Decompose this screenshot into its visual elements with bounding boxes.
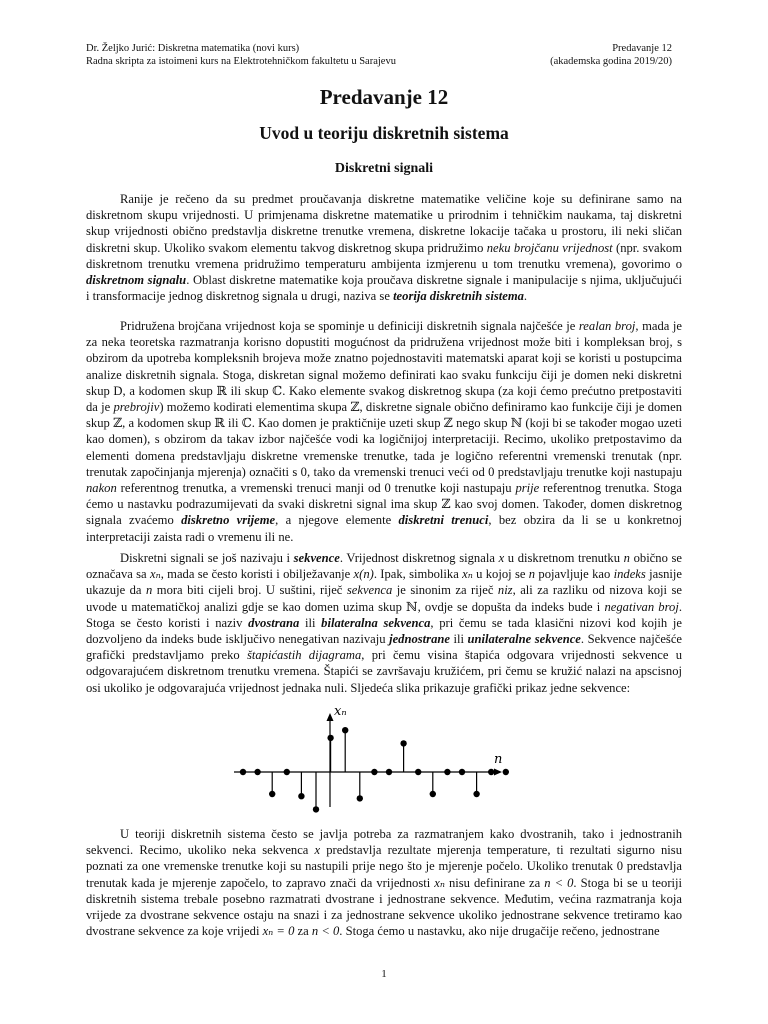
text-run: , ali za razliku od nizova koji se uvode u matematičkoj analizi gdje se kao domen uzima skup ℕ, ovdje se dopušta da indeks bude i bbox=[86, 583, 683, 614]
text-run: ili bbox=[449, 632, 468, 647]
text-run: jednostrane bbox=[389, 632, 450, 647]
text-run: diskretnom signalu bbox=[86, 273, 187, 288]
text-run: dvostrana bbox=[248, 615, 300, 630]
text-run: u diskretnom trenutku bbox=[504, 551, 624, 565]
text-run: n bbox=[528, 567, 536, 582]
text-run: Diskretni signali se još nazivaju i bbox=[120, 551, 294, 565]
text-run: , bez obzira da li se u konkretnoj interpretaciji zaista radi o vremenu ili ne. bbox=[86, 513, 682, 544]
text-run: sekvence bbox=[293, 551, 340, 565]
text-run: , a njegove elemente bbox=[275, 513, 399, 528]
text-run: Ranije je rečeno da su predmet proučavanja diskretne matematike veličine koje su definirane samo na diskretnom skupu vrijednosti. U primjenama diskretne matematike u prirodnim i tehničkim naukama, taj diskretni skup vrijednosti obično predstavlja diskretne trenutke vremena, diskretne lokacije tačaka u prostoru, ili neki sličan diskretni skup. Ukoliko svakom elementu takvog diskretnog skupa pridružimo bbox=[86, 192, 682, 255]
text-run: (npr. svakom diskretnom trenutku vremena pridružimo temperaturu ambijenta izmjerenu u tom trenutku vremena), govorimo o bbox=[86, 240, 682, 271]
text-run: referentnog trenutka, a vremenski trenuci manji od 0 trenutke koji nastupaju bbox=[116, 481, 516, 496]
paragraph-2 bbox=[86, 318, 682, 545]
stem-point bbox=[459, 769, 465, 775]
text-run: , mada se često koristi i obilježavanje bbox=[160, 567, 354, 582]
stem-point bbox=[269, 791, 275, 797]
text-run: xₙ bbox=[434, 875, 445, 890]
text-run: unilateralne sekvence bbox=[467, 632, 581, 647]
text-run: x bbox=[498, 551, 505, 565]
text-run: . bbox=[523, 289, 528, 304]
text-run: xₙ bbox=[149, 567, 161, 582]
text-run: prije bbox=[515, 481, 540, 496]
text-run: x(n) bbox=[353, 567, 374, 582]
text-run: referentnog trenutka. Stoga ćemo u nastavku podrazumijevati da svaki diskretni signal ima skup ℤ kao svoj domen. Također, domen diskretnog signala zvaćemo bbox=[86, 481, 682, 528]
stem-point bbox=[430, 791, 436, 797]
text-run: , pri čemu se tada klasični nizovi kod kojih je dozvoljeno da indeks bude isključivo nenegativan nazivaju bbox=[86, 615, 683, 647]
text-run: prebrojiv bbox=[113, 400, 160, 415]
text-run: diskretno vrijeme bbox=[181, 513, 276, 528]
text-run: sekvenca bbox=[346, 583, 393, 598]
text-run: Pridružena brojčana vrijednost koja se spominje u definiciji diskretnih signala najčešće je bbox=[120, 319, 579, 333]
text-run: štapićastih dijagrama bbox=[246, 648, 362, 663]
text-run: je sinonim za riječ bbox=[392, 583, 498, 598]
page-header-right bbox=[550, 42, 672, 68]
text-run: jasnije ukazuje da bbox=[86, 567, 682, 598]
text-run: mora biti cijeli broj. U suštini, riječ bbox=[152, 583, 347, 598]
stem-point bbox=[386, 769, 392, 775]
stem-point bbox=[415, 769, 421, 775]
text-run: neku brojčanu vrijednost bbox=[486, 240, 613, 255]
text-run: . Stoga bi se u teoriji diskretnih sistema trebale posebno razmatrati dvostrane i jednostrane sekvence. Međutim, većina razmatranja koja vrijede za dvostrane sekvence ostaju na snazi i za jednostrane sekvence ukoliko jednostrane sekvence tretiramo kao dvostrane sekvence za koje vrijedi bbox=[86, 875, 683, 939]
text-run: n < 0 bbox=[311, 924, 340, 939]
header-script-note: Radna skripta za istoimeni kurs na Elektrotehničkom fakultetu u Sarajevu bbox=[86, 56, 396, 67]
y-axis-label: xₙ bbox=[334, 704, 347, 719]
stem-point bbox=[240, 769, 246, 775]
lecture-title: Predavanje 12 bbox=[319, 85, 449, 109]
stem-marks bbox=[240, 727, 509, 813]
stem-point bbox=[254, 769, 260, 775]
stem-point bbox=[357, 795, 363, 801]
text-run: U teoriji diskretnih sistema često se javlja potreba za razmatranjem kako dvostranih, tako i jednostranih sekvenci. Recimo, ukoliko neka sekvenca bbox=[86, 827, 682, 858]
y-axis-arrow bbox=[327, 713, 334, 721]
text-run: , mada je za neka teoretska razmatranja korisno dopustiti mogućnost da pridružena vrijednost može biti i kompleksan broj, s obzirom da upotreba kompleksnih brojeva može znatno pojednostaviti matematski aparat koji se koristi u postupcima analize diskretnih signala. Stoga, diskretan signal možemo definirati kao svaku funkciju čiji je domen neki diskretni skup D, a kodomen skup ℝ ili skup ℂ. Kako elemente svakog diskretnog skupa (za koji ćemo prećutno pretpostaviti da je bbox=[86, 319, 683, 415]
paragraph-3 bbox=[86, 550, 682, 696]
stem-point bbox=[284, 769, 290, 775]
text-run: u kojoj se bbox=[472, 567, 529, 582]
stem-plot bbox=[226, 701, 516, 819]
stem-point bbox=[313, 806, 319, 812]
section-title: Diskretni signali bbox=[334, 161, 434, 176]
text-run: predstavlja rezultate mjerenja temperature, ti rezultati sigurno nisu poznati za one vremenske trenutke koji su nastupili prije nego što je mjerenje počelo. Ukoliko trenutak 0 predstavlja trenutak kada je mjerenje započelo, to zapravo znači da vrijednosti bbox=[86, 843, 682, 890]
page-header-left bbox=[86, 42, 396, 68]
text-run: xₙ bbox=[462, 567, 473, 582]
text-run: n < 0 bbox=[544, 875, 574, 890]
stem-point bbox=[342, 727, 348, 733]
text-run: . Ipak, simbolika bbox=[373, 567, 463, 582]
header-lecture-number: Predavanje 12 bbox=[612, 43, 672, 54]
x-axis-label: n bbox=[494, 752, 503, 767]
stem-point bbox=[371, 769, 377, 775]
stem-point bbox=[444, 769, 450, 775]
text-run: x bbox=[314, 843, 321, 858]
stem-point bbox=[503, 769, 509, 775]
text-run: n bbox=[146, 583, 153, 598]
chapter-title: Uvod u teoriju diskretnih sistema bbox=[259, 123, 509, 143]
text-run: teorija diskretnih sistema bbox=[393, 289, 524, 304]
stem-point bbox=[400, 740, 406, 746]
text-run: ili bbox=[299, 615, 322, 630]
stem-point bbox=[473, 791, 479, 797]
text-run: obično se označava sa bbox=[86, 551, 683, 582]
x-axis-arrow bbox=[494, 769, 502, 776]
stem-plot-figure bbox=[226, 701, 516, 824]
text-run: xₙ = 0 bbox=[262, 924, 295, 939]
header-academic-year: (akademska godina 2019/20) bbox=[550, 56, 672, 67]
text-run: realan broj bbox=[578, 319, 636, 333]
text-run: niz bbox=[497, 583, 513, 598]
text-run: . Oblast diskretne matematike koja proučava diskretne signale i manipulacije s njima, uključujući i transformacije jednog diskretnog signala u drugi, naziva se bbox=[86, 273, 682, 304]
text-run: pojavljuje kao bbox=[535, 567, 614, 582]
text-run: ) možemo kodirati elementima skupa ℤ, diskretne signale obično definiramo kao funkcije čiji je domen skup ℤ, a kodomen skup ℝ ili ℂ. Kao domen je praktičnije uzeti skup ℤ nego skup ℕ (koji bi se također mogao uzeti kao domen), s obzirom da takav izbor najčešće vodi ka logičnijoj interpretaciji. Recimo, ukoliko pretpostavimo da elementi domena predstavljaju diskretne vremenske trenutke, tada je logično referentni vremenski trenutak (npr. trenutak započinjanja mjerenja) označiti s 0, tako da vremenski trenuci veći od 0 predstavljaju trenutke koji nastupaju bbox=[86, 400, 682, 479]
text-run: . Stoga ćemo u nastavku, ako nije drugačije rečeno, jednostrane bbox=[339, 924, 660, 939]
stem-point bbox=[488, 769, 494, 775]
paragraph-4 bbox=[86, 826, 682, 939]
text-run: indeks bbox=[613, 567, 646, 582]
text-run: bilateralna sekvenca bbox=[321, 615, 431, 630]
header-author-course: Dr. Željko Jurić: Diskretna matematika (novi kurs) bbox=[86, 43, 300, 54]
page-number: 1 bbox=[381, 968, 387, 980]
text-run: . Sekvence najčešće grafički predstavljamo preko bbox=[86, 632, 683, 663]
text-run: nakon bbox=[86, 481, 117, 496]
text-run: za bbox=[294, 924, 312, 939]
text-run: negativan broj bbox=[604, 599, 679, 614]
paragraph-1 bbox=[86, 191, 682, 304]
text-run: diskretni trenuci bbox=[398, 513, 489, 528]
stem-point bbox=[327, 735, 333, 741]
text-run: . Vrijednost diskretnog signala bbox=[339, 551, 499, 565]
text-run: nisu definirane za bbox=[444, 875, 545, 890]
text-run: n bbox=[623, 551, 630, 565]
text-run: . Stoga se često koristi i naziv bbox=[86, 599, 682, 630]
text-run: , pri čemu visina štapića odgovara vrijednosti sekvence u odgovarajućem diskretnom trenutku vremena. Štapići se završavaju kružićem, pri čemu se kružić nalazi na apscisnoj osi ukoliko je odgovarajuća vrijednost jednaka nuli. Sljedeća slika prikazuje grafički prikaz jedne sekvence: bbox=[86, 648, 683, 695]
stem-point bbox=[298, 793, 304, 799]
